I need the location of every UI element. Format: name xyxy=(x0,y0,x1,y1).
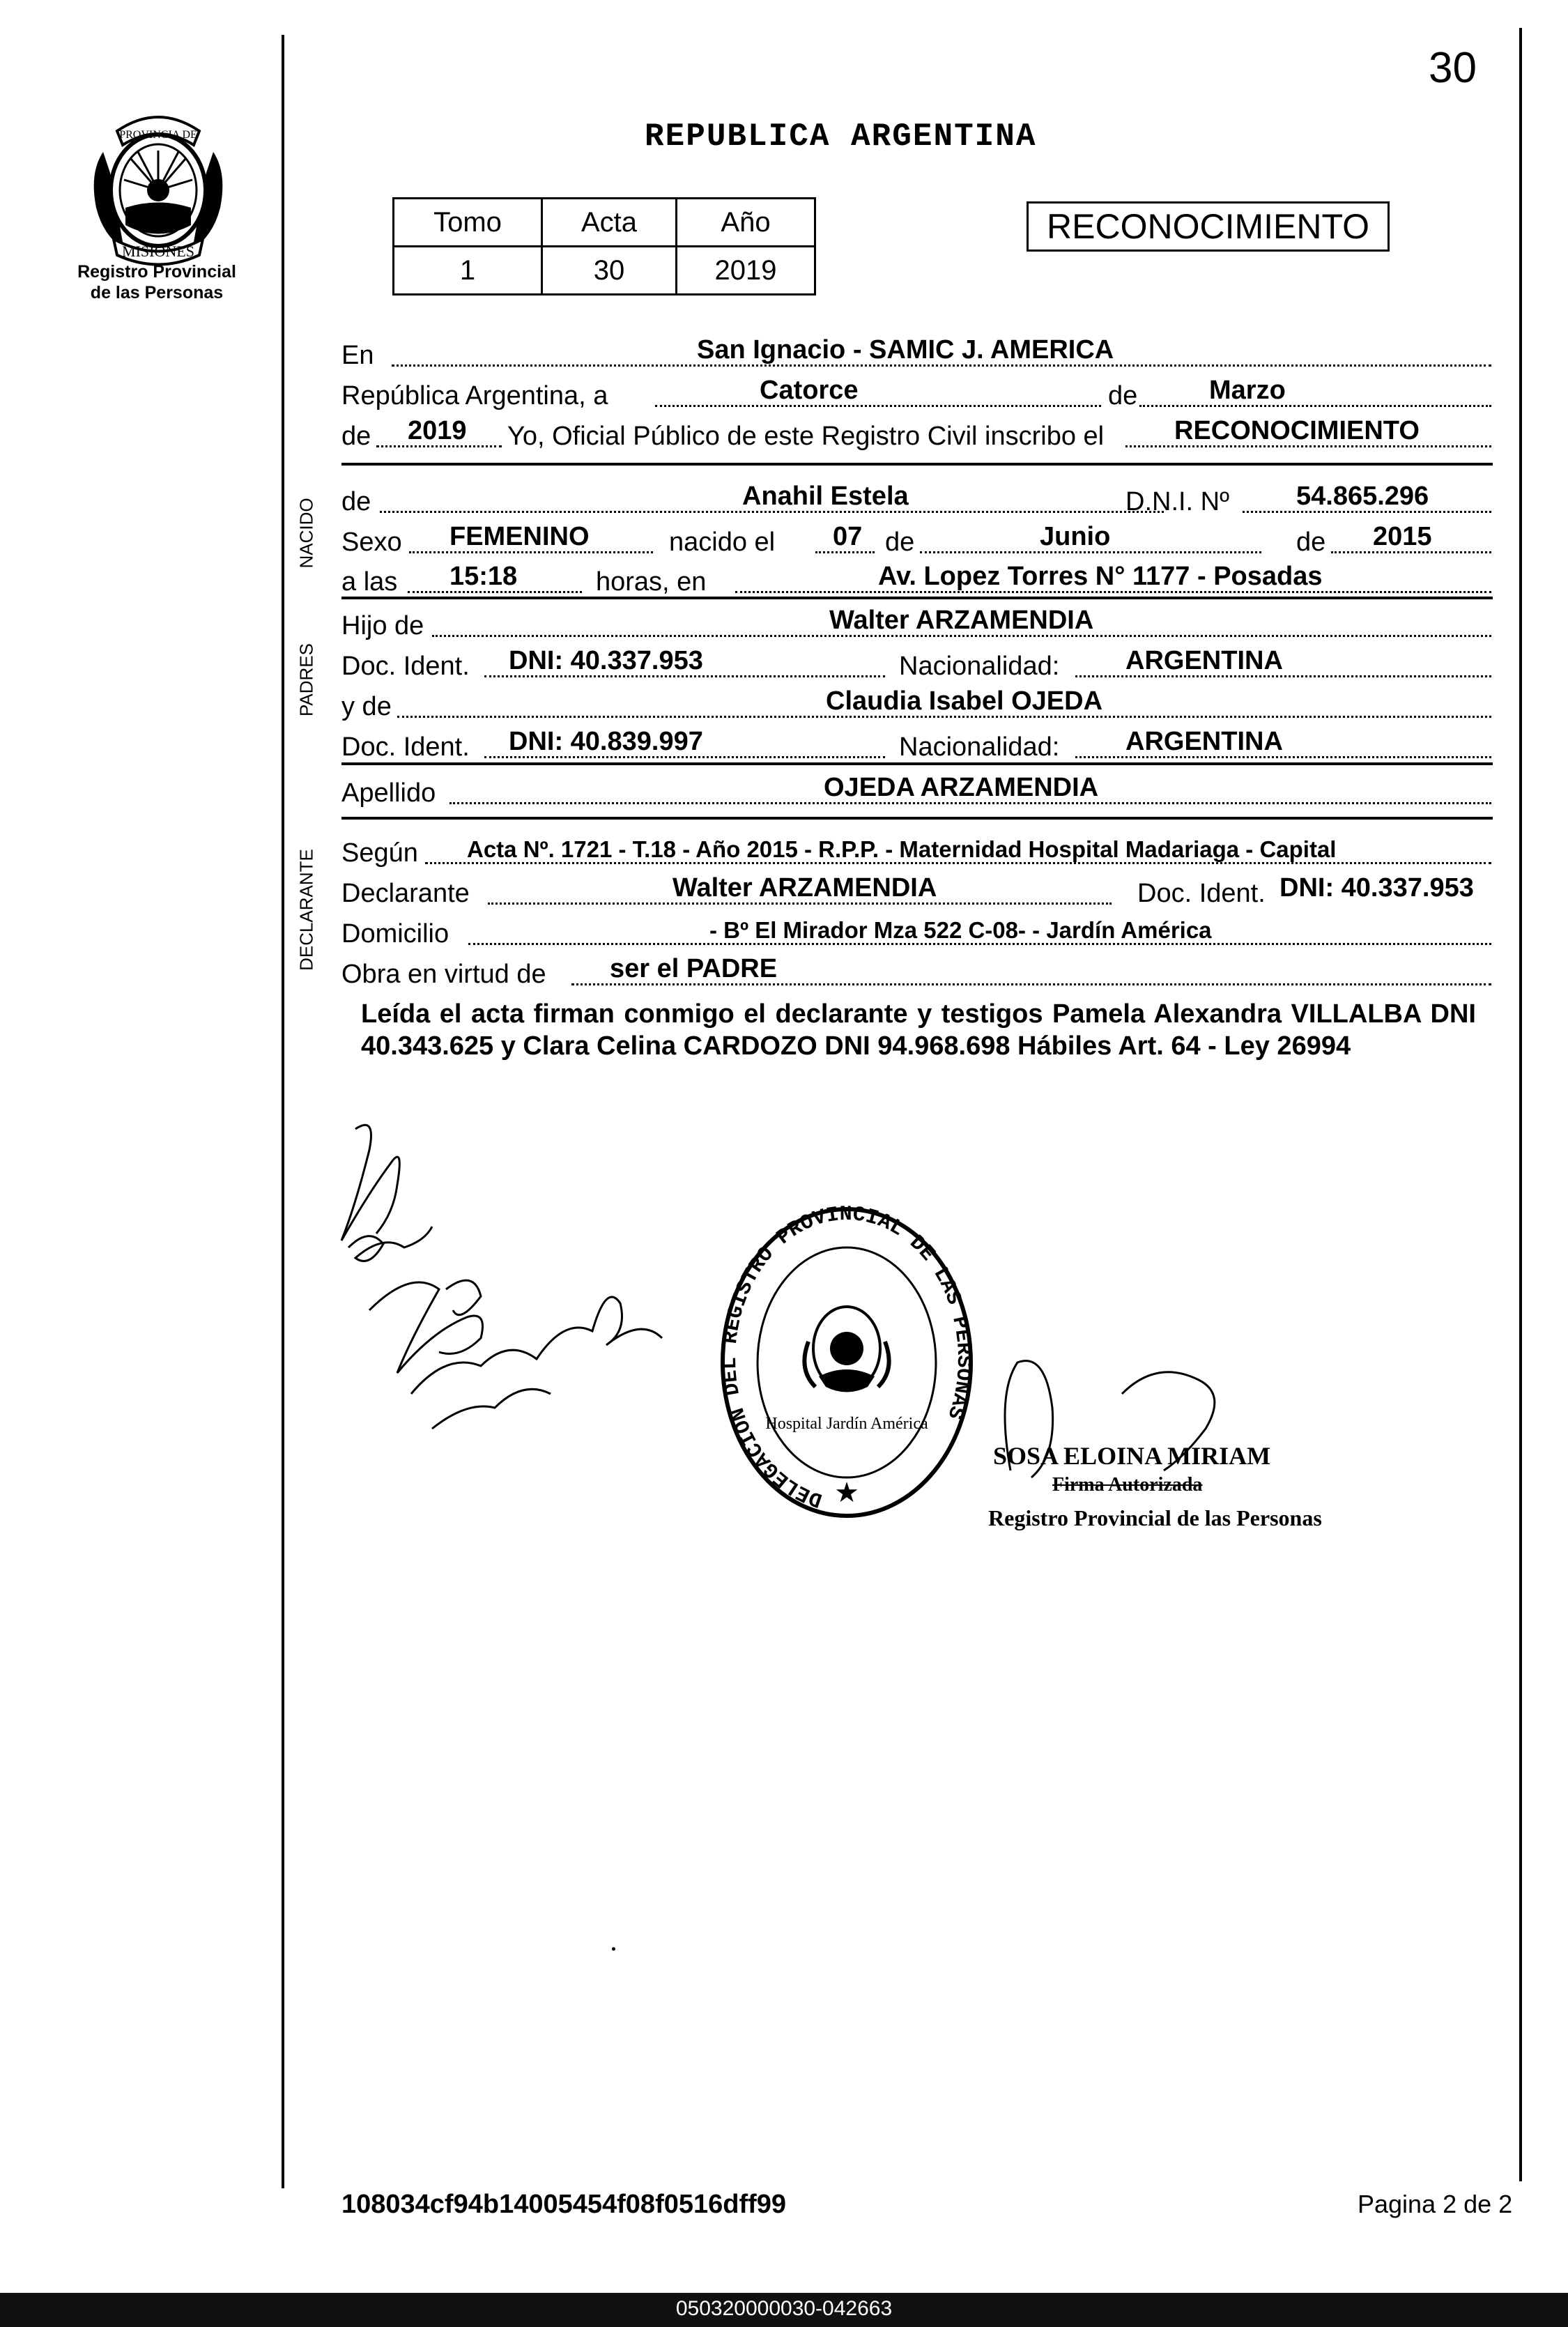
year-value: 2019 xyxy=(408,416,467,445)
doc-label: Doc. Ident. xyxy=(341,732,470,762)
birth-place: Av. Lopez Torres N° 1177 - Posadas xyxy=(878,562,1323,591)
divider xyxy=(341,817,1493,820)
doc-label: Doc. Ident. xyxy=(341,652,470,681)
nacido-label: nacido el xyxy=(669,528,776,557)
row-officer xyxy=(341,415,1491,456)
closing-paragraph: Leída el acta firman conmigo el declarante y testigos Pamela Alexandra VILLALBA DNI 40.343.625 y Clara Celina CARDOZO DNI 94.968.698 Hábiles Art. 64 - Ley 26994 xyxy=(361,999,1476,1061)
witness-signatures xyxy=(328,1108,690,1484)
domicilio-label: Domicilio xyxy=(341,919,449,949)
official-signature xyxy=(990,1352,1338,1491)
register-header-tomo: Tomo xyxy=(394,199,542,247)
row-father-doc xyxy=(341,645,1491,686)
left-margin-rule xyxy=(282,35,284,2188)
sexo-value: FEMENINO xyxy=(449,522,590,551)
stray-dot xyxy=(612,1947,615,1951)
logo-caption-line2: de las Personas xyxy=(90,283,224,302)
father-name: Walter ARZAMENDIA xyxy=(829,606,1094,635)
svg-text:MISIONES: MISIONES xyxy=(122,243,194,260)
act-type-box: RECONOCIMIENTO xyxy=(1027,201,1390,252)
declarante-label: Declarante xyxy=(341,879,470,908)
logo-caption-line1: Registro Provincial xyxy=(77,262,236,282)
segun-label: Según xyxy=(341,838,418,868)
birth-month: Junio xyxy=(1040,522,1111,551)
obra-label: Obra en virtud de xyxy=(341,960,546,989)
row-mother-doc xyxy=(341,726,1491,767)
place-value: San Ignacio - SAMIC J. AMERICA xyxy=(697,335,1114,364)
section-label-padres: PADRES xyxy=(295,643,317,716)
dni-label: D.N.I. Nº xyxy=(1125,487,1229,516)
yde-label: y de xyxy=(341,692,392,721)
declarante-doc: DNI: 40.337.953 xyxy=(1279,873,1474,903)
act-value: RECONOCIMIENTO xyxy=(1174,416,1420,445)
official-stamp xyxy=(718,1206,976,1526)
row-name xyxy=(341,481,1491,521)
register-value-anio: 2019 xyxy=(677,247,815,295)
birth-year: 2015 xyxy=(1373,522,1432,551)
alas-label: a las xyxy=(341,567,398,597)
child-name: Anahil Estela xyxy=(742,482,909,511)
de-label: de xyxy=(341,487,371,516)
register-header-acta: Acta xyxy=(542,199,677,247)
row-declarante xyxy=(341,873,1491,913)
row-obra xyxy=(341,953,1491,994)
de-label: de xyxy=(1108,381,1138,410)
svg-text:PROVINCIA DE: PROVINCIA DE xyxy=(119,129,197,141)
segun-value: Acta Nº. 1721 - T.18 - Año 2015 - R.P.P. - Maternidad Hospital Madariaga - Capital xyxy=(467,836,1337,862)
apellido-label: Apellido xyxy=(341,778,436,808)
sexo-label: Sexo xyxy=(341,528,402,557)
row-father xyxy=(341,605,1491,645)
right-margin-rule xyxy=(1519,28,1522,2181)
nacionalidad-label: Nacionalidad: xyxy=(899,732,1060,762)
birth-day: 07 xyxy=(833,522,863,551)
svg-text:DELEGACION DEL REGISTRO PROVIN: DELEGACION DEL REGISTRO PROVINCIAL DE LAS PERSONAS xyxy=(718,1206,976,1512)
row-mother xyxy=(341,686,1491,726)
row-time xyxy=(341,561,1491,601)
row-apellido xyxy=(341,772,1491,813)
apellido-value: OJEDA ARZAMENDIA xyxy=(824,773,1099,802)
hijo-label: Hijo de xyxy=(341,611,424,640)
svg-text:★: ★ xyxy=(834,1477,859,1508)
child-dni: 54.865.296 xyxy=(1296,482,1429,511)
divider xyxy=(341,463,1493,466)
official-name: SOSA ELOINA MIRIAM xyxy=(993,1442,1271,1470)
domicilio-value: - Bº El Mirador Mza 522 C-08- - Jardín América xyxy=(709,917,1212,943)
en-label: En xyxy=(341,341,374,370)
register-header-anio: Año xyxy=(677,199,815,247)
logo-caption xyxy=(49,261,265,303)
registry-stamp-icon xyxy=(718,1206,976,1526)
horas-label: horas, en xyxy=(596,567,707,597)
de2-label: de xyxy=(1296,528,1326,557)
father-nationality: ARGENTINA xyxy=(1125,646,1283,675)
register-header-row xyxy=(394,199,815,247)
barcode-text: 050320000030-042663 xyxy=(675,2297,893,2320)
misiones-shield-icon xyxy=(82,103,234,270)
row-en xyxy=(341,335,1491,375)
register-value-tomo: 1 xyxy=(394,247,542,295)
officer-text: Yo, Oficial Público de este Registro Civil inscribo el xyxy=(507,422,1105,451)
mother-name: Claudia Isabel OJEDA xyxy=(826,686,1103,716)
row-sex xyxy=(341,521,1491,562)
section-label-declarante: DECLARANTE xyxy=(295,849,317,971)
birth-time: 15:18 xyxy=(449,562,518,591)
page-number: 30 xyxy=(1429,44,1477,92)
official-role: Firma Autorizada xyxy=(1052,1474,1203,1496)
register-value-acta: 30 xyxy=(542,247,677,295)
province-logo xyxy=(82,103,234,270)
section-label-nacido: NACIDO xyxy=(295,498,317,569)
row-domicilio xyxy=(341,913,1491,953)
de1-label: de xyxy=(885,528,915,557)
year-label: de xyxy=(341,422,371,451)
nacionalidad-label: Nacionalidad: xyxy=(899,652,1060,681)
month-value: Marzo xyxy=(1209,376,1286,405)
obra-value: ser el PADRE xyxy=(610,954,778,983)
dotted-fill xyxy=(655,405,1101,407)
divider xyxy=(341,597,1493,599)
document-title: REPUBLICA ARGENTINA xyxy=(645,118,1037,155)
republic-label: República Argentina, a xyxy=(341,381,608,410)
mother-doc: DNI: 40.839.997 xyxy=(509,727,703,756)
register-value-row xyxy=(394,247,815,295)
row-date xyxy=(341,375,1491,415)
page-indicator: Pagina 2 de 2 xyxy=(1358,2190,1513,2218)
svg-text:Hospital Jardín América: Hospital Jardín América xyxy=(765,1415,928,1433)
divider xyxy=(341,762,1493,765)
declarante-doc-label: Doc. Ident. xyxy=(1137,879,1266,908)
official-office: Registro Provincial de las Personas xyxy=(988,1505,1322,1530)
row-segun xyxy=(341,832,1491,873)
day-value: Catorce xyxy=(760,376,859,405)
dotted-fill xyxy=(1139,405,1491,407)
mother-nationality: ARGENTINA xyxy=(1125,727,1283,756)
declarante-name: Walter ARZAMENDIA xyxy=(672,873,937,903)
document-hash: 108034cf94b14005454f08f0516dff99 xyxy=(341,2190,787,2219)
register-table xyxy=(392,197,816,295)
father-doc: DNI: 40.337.953 xyxy=(509,646,703,675)
